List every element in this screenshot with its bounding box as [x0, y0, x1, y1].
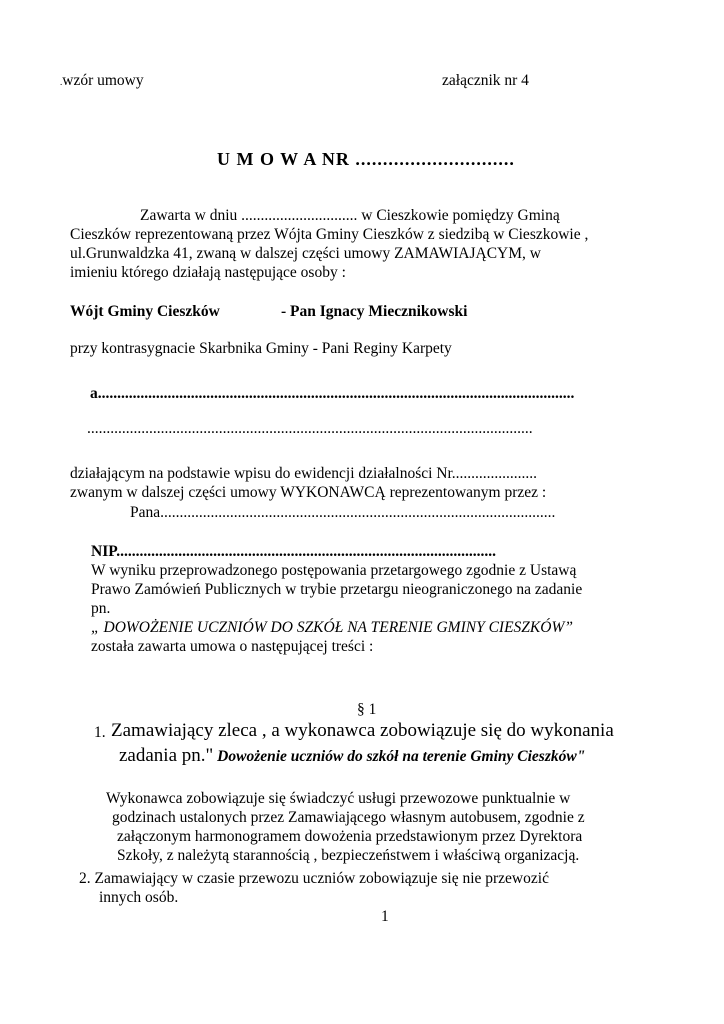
- header-left-text: wzór umowy: [62, 72, 144, 89]
- header-marker: .: [60, 77, 63, 87]
- obligation-line-3: załączonym harmonogramem dowożenia przedstawionym przez Dyrektora: [117, 828, 583, 845]
- contractor-line-3: Pana......................................................................................................: [130, 504, 556, 521]
- countersign: przy kontrasygnacie Skarbnika Gminy - Pani Reginy Karpety: [70, 340, 452, 357]
- obligation-line-4: Szkoły, z należytą starannością , bezpieczeństwem i właściwą organizacją.: [117, 847, 580, 864]
- tender-task-name: „ DOWOŻENIE UCZNIÓW DO SZKÓŁ NA TERENIE GMINY CIESZKÓW”: [91, 619, 573, 636]
- intro-line-4: imieniu którego działają następujące osoby :: [70, 264, 346, 281]
- page-number: 1: [381, 908, 389, 925]
- intro-line-2: Cieszków reprezentowaną przez Wójta Gminy Cieszków z siedzibą w Cieszkowie ,: [70, 226, 589, 243]
- header-right: załącznik nr 4: [442, 72, 529, 89]
- clause-1-task-name: Dowożenie uczniów do szkół na terenie Gminy Cieszków": [217, 748, 586, 765]
- party-line-a: a...........................................................................................................................: [90, 385, 575, 402]
- obligation-line-1: Wykonawca zobowiązuje się świadczyć usługi przewozowe punktualnie w: [106, 790, 571, 807]
- tender-line-1: W wyniku przeprowadzonego postępowania przetargowego zgodnie z Ustawą: [91, 562, 577, 579]
- signatory-role: Wójt Gminy Cieszków: [70, 303, 220, 320]
- document-title: U M O W A NR .............................: [217, 149, 515, 169]
- clause-2-line-2: innych osób.: [99, 889, 179, 906]
- contractor-line-1: działającym na podstawie wpisu do ewidencji działalności Nr......................: [70, 465, 538, 482]
- nip-line: NIP..................................................................................................: [91, 543, 497, 560]
- header-left: [60, 72, 144, 91]
- party-line-b: ...................................................................................................................: [87, 420, 533, 437]
- tender-line-2: Prawo Zamówień Publicznych w trybie przetargu nieograniczonego na zadanie: [91, 581, 583, 598]
- intro-line-3: ul.Grunwaldzka 41, zwaną w dalszej części umowy ZAMAWIAJĄCYM, w: [70, 245, 541, 262]
- clause-1-line-2: [119, 745, 585, 768]
- tender-line-5: została zawarta umowa o następującej treści :: [91, 638, 374, 655]
- obligation-line-2: godzinach ustalonych przez Zamawiającego własnym autobusem, zgodnie z: [112, 809, 585, 826]
- contractor-line-2: zwanym w dalszej części umowy WYKONAWCĄ reprezentowanym przez :: [70, 484, 547, 501]
- clause-2-line-1: 2. Zamawiający w czasie przewozu uczniów zobowiązuje się nie przewozić: [79, 870, 549, 887]
- clause-1-number: 1.: [94, 724, 106, 741]
- clause-1-line-1: Zamawiający zleca , a wykonawca zobowiązuje się do wykonania: [111, 720, 614, 741]
- section-heading: § 1: [357, 701, 377, 718]
- signatory-name: - Pan Ignacy Miecznikowski: [281, 303, 468, 320]
- clause-1-line-2-plain: zadania pn.": [119, 745, 214, 766]
- tender-line-3: pn.: [91, 600, 111, 617]
- intro-line-1: Zawarta w dniu .............................. w Cieszkowie pomiędzy Gminą: [140, 207, 560, 224]
